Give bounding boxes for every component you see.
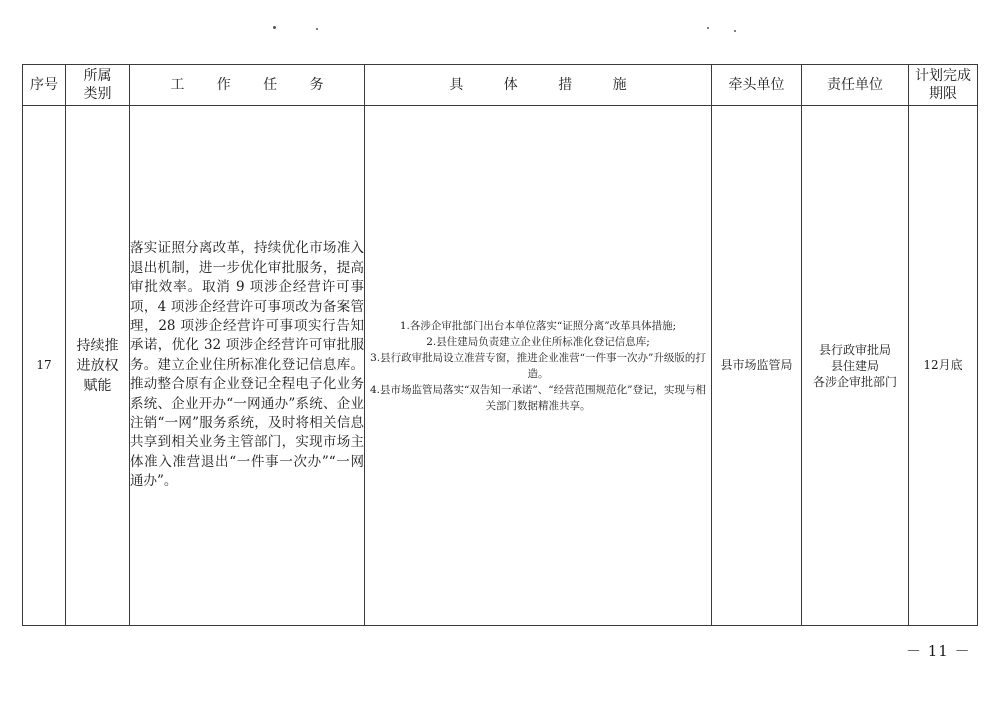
row-number-cell	[23, 106, 66, 626]
task-cell	[130, 106, 365, 626]
work-task-table	[22, 64, 978, 626]
responsible-unit-text: 各涉企审批部门	[812, 374, 897, 389]
scan-speck	[707, 27, 709, 29]
category-cell	[66, 106, 130, 626]
category-text: 持续推进放权赋能	[76, 337, 119, 394]
page-number: － 11 －	[906, 642, 971, 660]
header-category: 所属类别	[66, 65, 130, 106]
header-task: 工 作 任 务	[130, 65, 365, 106]
measure-item: 4.县市场监管局落实“双告知一承诺”、“经营范围规范化”登记，实现与相关部门数据精准共享。	[370, 383, 706, 412]
header-measures: 具 体 措 施	[365, 65, 712, 106]
measure-item: 3.县行政审批局设立准营专窗，推进企业准营“一件事一次办”升级版的打造。	[370, 351, 706, 380]
scan-speck	[273, 26, 276, 29]
table-row	[23, 106, 978, 626]
measure-item: 1.各涉企审批部门出台本单位落实“证照分离”改革具体措施;	[399, 319, 677, 332]
header-lead-unit: 牵头单位	[712, 65, 802, 106]
lead-unit-cell	[712, 106, 802, 626]
measure-item: 2.县住建局负责建立企业住所标准化登记信息库;	[426, 335, 650, 348]
responsible-unit-text: 县行政审批局	[818, 342, 891, 357]
scan-speck	[734, 30, 736, 32]
scan-speck	[316, 28, 318, 30]
header-deadline: 计划完成期限	[909, 65, 978, 106]
responsible-unit-cell	[802, 106, 909, 626]
row-number: 17	[36, 358, 52, 372]
deadline-text: 12月底	[923, 358, 963, 372]
header-responsible-unit: 责任单位	[802, 65, 909, 106]
deadline-cell	[909, 106, 978, 626]
lead-unit-text: 县市场监管局	[720, 358, 793, 372]
task-text: 落实证照分离改革，持续优化市场准入退出机制，进一步优化审批服务，提高审批效率。取消 9 项涉企经营许可事项，4 项涉企经营许可事项改为备案管理，28 项涉企经营许可事项实行告知承诺，优化 32 项涉企经营许可审批服务。建立企业住所标准化登记信息库。推动整合原有企业登记全程电子化业务系统、企业开办“一网通办”系统、企业注销“一网”服务系统，及时将相关信息共享到相关业务主管部门，实现市场主体准入准营退出“一件事一次办”“一网通办”。	[130, 240, 364, 490]
header-no: 序号	[23, 65, 66, 106]
responsible-unit-text: 县住建局	[830, 358, 879, 373]
table-header-row	[23, 65, 978, 106]
measures-cell	[365, 106, 712, 626]
